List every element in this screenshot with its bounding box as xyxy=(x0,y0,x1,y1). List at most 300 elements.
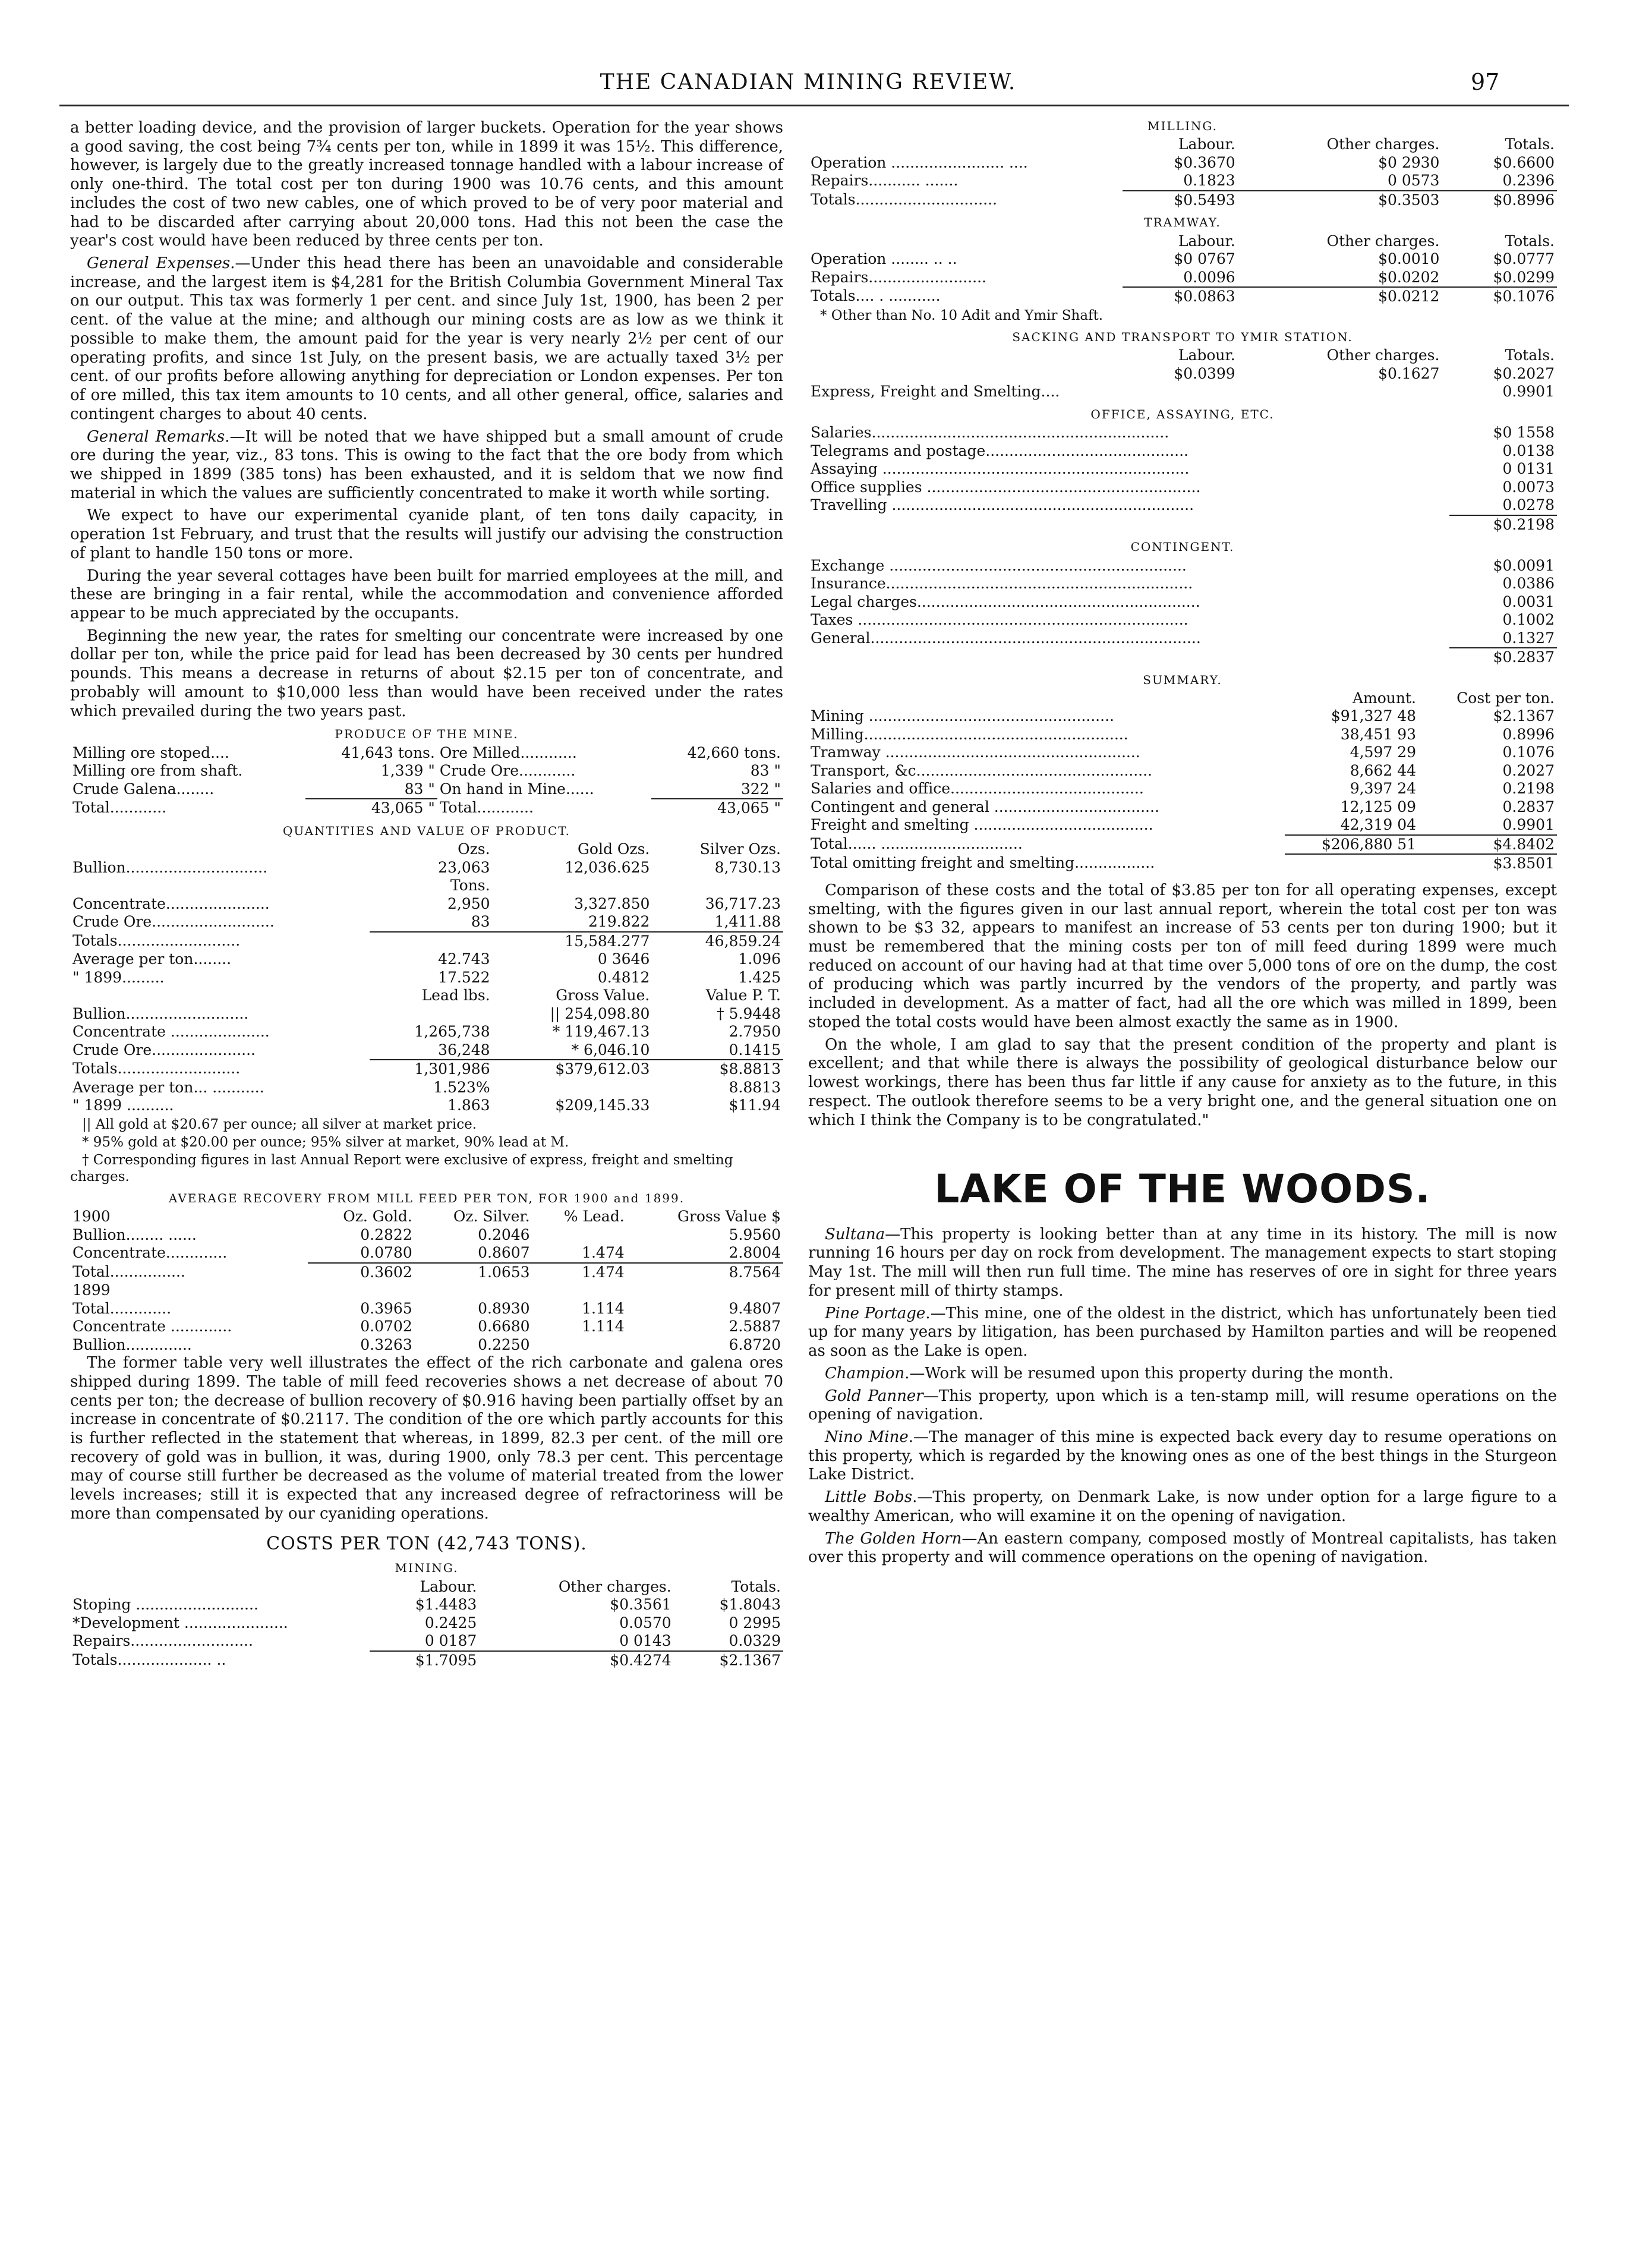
page-number: 97 xyxy=(1471,69,1500,95)
table-row xyxy=(70,1336,783,1354)
table-row xyxy=(70,1226,783,1245)
table-cell: 0.2046 xyxy=(478,1226,530,1243)
table-cell: 2.8004 xyxy=(729,1244,781,1262)
contingent-table-body xyxy=(808,557,1557,667)
mine-description: —This property is looking better than at any time in its history. The mill is now running 16 hours per day on rock from development. The management expects to start stoping May 1st. The mill will then run full time. The mine has reserves of ore in sight for three years for present mill of thirty stamps. xyxy=(808,1225,1557,1300)
table-row xyxy=(808,557,1557,575)
table-row xyxy=(808,707,1557,726)
table-cell: $0.3670 xyxy=(1174,153,1235,171)
table-cell: Crude Ore.......................... xyxy=(72,913,275,931)
milling-table-body xyxy=(808,136,1557,209)
table-row xyxy=(70,1023,783,1041)
footnote: || All gold at $20.67 per ounce; all silver at market price. xyxy=(82,1116,477,1132)
table-cell: Gold Ozs. xyxy=(577,840,650,858)
table-row xyxy=(70,1079,783,1097)
table-cell: $0.2198 xyxy=(1449,515,1557,534)
table-row xyxy=(70,1318,783,1336)
table-cell: Milling ore stoped.... xyxy=(72,744,229,761)
right-column xyxy=(808,119,1557,1571)
table-cell: 0.3263 xyxy=(360,1335,412,1353)
table-title-office: OFFICE, ASSAYING, ETC. xyxy=(1090,407,1275,421)
table-cell: 0.1076 xyxy=(1502,744,1555,761)
table-cell: $0.0399 xyxy=(1174,364,1235,382)
table-header-row xyxy=(70,840,783,859)
table-row xyxy=(808,611,1557,629)
table-cell: 0.2198 xyxy=(1502,780,1555,798)
table-header-row xyxy=(808,346,1557,365)
table-cell: Bullion.............. xyxy=(72,1335,192,1353)
table-cell xyxy=(532,1226,627,1245)
table-cell: 1899 xyxy=(72,1281,111,1299)
table-cell: 0.9901 xyxy=(1502,383,1555,401)
table-cell: *Development ...................... xyxy=(72,1614,288,1631)
table-total-row xyxy=(70,1060,783,1079)
table-cell: $0.1076 xyxy=(1442,287,1557,306)
table-row xyxy=(808,383,1557,401)
table-cell: Total............ xyxy=(72,799,167,817)
tramway-table xyxy=(808,232,1557,306)
table-cell xyxy=(493,877,652,895)
table-row xyxy=(70,895,783,914)
table-cell: 1.474 xyxy=(582,1244,625,1262)
paragraph xyxy=(70,254,783,424)
table-cell: 0.1327 xyxy=(1502,629,1555,647)
table-cell: 1.096 xyxy=(738,950,781,968)
produce-table-body xyxy=(70,744,783,818)
table-cell: 0.2837 xyxy=(1502,798,1555,815)
table-cell: 83 xyxy=(471,913,490,931)
mine-name: Champion xyxy=(825,1364,905,1382)
table-cell: $2.1367 xyxy=(674,1651,783,1670)
table-row xyxy=(70,1596,783,1614)
table-cell: Contingent and general ................................... xyxy=(811,798,1159,815)
mine-item xyxy=(808,1530,1557,1567)
table-row xyxy=(70,744,783,763)
table-cell: 8,662 44 xyxy=(1350,761,1417,779)
table-cell: Salaries and office......................................... xyxy=(811,780,1144,798)
table-header-row xyxy=(70,1208,783,1226)
table-total-row xyxy=(70,799,783,818)
table-cell: Bullion........ ...... xyxy=(72,1226,197,1243)
table-cell xyxy=(808,136,1123,154)
table-total-row xyxy=(808,515,1557,534)
table-cell xyxy=(808,346,1123,365)
table-cell: 0.3602 xyxy=(308,1263,415,1282)
mine-name: Little Bobs xyxy=(825,1488,913,1507)
table-year-row xyxy=(70,1281,783,1300)
table-cell: Cost per ton. xyxy=(1457,689,1555,707)
table-cell xyxy=(627,1281,783,1300)
table-cell: 1.425 xyxy=(738,968,781,986)
mine-item xyxy=(808,1226,1557,1301)
table-cell: Total omitting freight and smelting................. xyxy=(811,854,1155,872)
footnote: * 95% gold at $20.00 per ounce; 95% silver at market, 90% lead at M. xyxy=(82,1134,569,1150)
table-cell: Other charges. xyxy=(1326,232,1440,250)
table-cell xyxy=(1238,383,1442,401)
table-cell: Total............. xyxy=(72,1299,172,1317)
table-cell: Assaying ................................................................. xyxy=(811,460,1190,478)
mine-name: The Golden Horn xyxy=(825,1529,962,1548)
table-cell: Average per ton........ xyxy=(72,950,232,968)
table-cell: $2.1367 xyxy=(1493,707,1555,725)
contingent-table xyxy=(808,557,1557,667)
table-cell: Bullion.......................... xyxy=(72,1004,249,1022)
table-cell: 1.474 xyxy=(532,1263,627,1282)
table-cell: 8,730.13 xyxy=(714,858,781,876)
table-row xyxy=(808,365,1557,383)
sacking-table xyxy=(808,346,1557,401)
table-cell: 1.114 xyxy=(582,1318,625,1335)
table-cell: Totals.... . ........... xyxy=(811,287,941,305)
table-cell: $1.7095 xyxy=(370,1651,479,1670)
table-row xyxy=(808,575,1557,593)
table-cell: $379,612.03 xyxy=(493,1060,652,1079)
table-cell: 83 " xyxy=(750,762,781,780)
table-cell xyxy=(1285,854,1418,873)
table-row xyxy=(808,496,1557,515)
table-cell xyxy=(70,877,370,895)
table-total-row xyxy=(808,191,1557,210)
table-total-row xyxy=(808,648,1557,667)
table-title-sacking: SACKING AND TRANSPORT TO YMIR STATION. xyxy=(1012,329,1353,344)
table-cell: $0.4274 xyxy=(479,1651,673,1670)
table-row xyxy=(70,1614,783,1633)
table-cell: 0.0386 xyxy=(1502,575,1555,592)
table-cell: 9.4807 xyxy=(729,1299,781,1317)
table-cell: Crude Ore............ xyxy=(439,762,576,780)
table-cell: Office supplies .......................................................... xyxy=(811,478,1201,496)
table-cell xyxy=(308,1281,415,1300)
table-cell xyxy=(808,648,1449,667)
table-header-row xyxy=(808,232,1557,251)
quantities-table xyxy=(70,840,783,1115)
table-cell: 0.2425 xyxy=(424,1614,477,1631)
table-row xyxy=(70,1632,783,1651)
section-heading: LAKE OF THE WOODS. xyxy=(934,1166,1431,1212)
table-cell: Repairs......................... xyxy=(811,268,986,286)
table-cell: 0 0187 xyxy=(424,1632,477,1650)
table-cell: 0.1415 xyxy=(729,1041,781,1059)
table-cell: 17.522 xyxy=(438,968,490,986)
table-header-row xyxy=(70,1578,783,1596)
table-cell: 38,451 93 xyxy=(1340,725,1417,743)
table-cell: 0.4812 xyxy=(597,968,650,986)
table-row xyxy=(70,1005,783,1023)
table-cell: Gross Value. xyxy=(556,987,650,1004)
table-cell: Taxes ...................................................................... xyxy=(811,611,1189,628)
mine-name: Gold Panner xyxy=(825,1387,923,1405)
table-cell: $4.8402 xyxy=(1418,835,1557,855)
table-cell: $0.1627 xyxy=(1378,364,1440,382)
table-row xyxy=(70,1097,783,1115)
table-cell: $91,327 48 xyxy=(1331,707,1417,725)
table-cell: 15,584.277 xyxy=(493,932,652,951)
table-cell xyxy=(1123,383,1238,401)
table-cell: 0 2995 xyxy=(729,1614,781,1631)
table-title-recovery: AVERAGE RECOVERY FROM MILL FEED PER TON, FOR 1900 and 1899. xyxy=(168,1190,685,1205)
table-cell: 1900 xyxy=(72,1208,111,1226)
mine-item xyxy=(808,1365,1557,1384)
table-title-tramway: TRAMWAY. xyxy=(1144,215,1221,230)
table-cell: $0.6600 xyxy=(1493,153,1555,171)
table-cell xyxy=(532,1336,627,1354)
table-cell: 23,063 xyxy=(438,858,490,876)
table-cell: 0.2027 xyxy=(1502,761,1555,779)
mine-name: Nino Mine xyxy=(825,1428,909,1446)
table-cell: Totals.................... .. xyxy=(72,1650,226,1668)
table-cell xyxy=(652,877,783,895)
table-cell xyxy=(808,232,1123,251)
table-cell: Transport, &c.................................................. xyxy=(811,761,1152,779)
table-cell: $3.8501 xyxy=(1418,854,1557,873)
produce-table xyxy=(70,744,783,818)
table-cell: 1.0653 xyxy=(415,1263,532,1282)
table-cell: $8.8813 xyxy=(652,1060,783,1079)
mine-description: .—The manager of this mine is expected back every day to resume operations on this property, which is regarded by the knowing ones as one of the best things in the Sturgeon Lake District. xyxy=(808,1428,1557,1484)
table-cell: Totals.......................... xyxy=(72,931,241,949)
table-cell xyxy=(808,515,1449,534)
table-cell: Operation ........ .. .. xyxy=(811,250,957,268)
recovery-table xyxy=(70,1208,783,1354)
mine-name: Sultana xyxy=(825,1225,885,1243)
table-cell xyxy=(370,1005,493,1023)
table-cell: Concentrate...................... xyxy=(72,894,270,912)
mine-description: —This property, upon which is a ten-stamp mill, will resume operations on the opening of navigation. xyxy=(808,1387,1558,1424)
table-header-row xyxy=(808,136,1557,154)
table-cell: 0.0031 xyxy=(1502,593,1555,610)
table-cell: 1,265,738 xyxy=(414,1023,490,1041)
table-cell: 0.6680 xyxy=(478,1318,530,1335)
table-cell: Totals. xyxy=(731,1577,781,1595)
table-row xyxy=(808,442,1557,461)
mine-description: —An eastern company, composed mostly of Montreal capitalists, has taken over this property and will commence operations on the opening of navigation. xyxy=(808,1529,1557,1567)
sacking-table-body xyxy=(808,346,1557,401)
table-cell: Total................ xyxy=(72,1262,185,1280)
table-cell: Labour. xyxy=(1178,136,1235,153)
table-cell: 2.7950 xyxy=(729,1023,781,1041)
table-cell: 0.8930 xyxy=(478,1299,530,1317)
tramway-note: * Other than No. 10 Adit and Ymir Shaft. xyxy=(820,307,1104,323)
table-cell: " 1899 .......... xyxy=(72,1097,174,1114)
table-total-row xyxy=(70,1263,783,1282)
table-row xyxy=(70,950,783,969)
table-cell xyxy=(70,987,370,1005)
table-cell: 36,248 xyxy=(438,1041,490,1059)
table-row xyxy=(70,877,783,895)
table-cell: 43,065 " xyxy=(651,799,783,818)
table-cell: $0.0299 xyxy=(1493,268,1555,286)
table-cell: On hand in Mine...... xyxy=(439,780,594,798)
table-row xyxy=(808,460,1557,478)
table-cell: Crude Galena........ xyxy=(72,780,215,798)
table-cell: Freight and smelting ...................................... xyxy=(811,816,1153,834)
table-cell: || 254,098.80 xyxy=(550,1004,650,1022)
table-row xyxy=(808,798,1557,817)
table-cell xyxy=(493,1079,652,1097)
paragraph: a better loading device, and the provision of larger buckets. Operation for the year shows a good saving, the cost being 7¾ cents per ton, while in 1899 it was 15½. This difference, however, is largely due to the greatly increased tonnage handled with a labour increase of only one-third. The total cost per ton during 1900 was 10.76 cents, and this amount includes the cost of two new cables, one of which proved to be of very poor material and had to be discarded after carrying about 20,000 tons. Had this not been the case the year's cost would have been reduced by three cents per ton. xyxy=(70,119,783,250)
table-cell xyxy=(415,1281,532,1300)
table-cell: 0.8996 xyxy=(1502,725,1555,743)
table-cell: Other charges. xyxy=(1326,136,1440,153)
table-cell: $11.94 xyxy=(729,1097,781,1114)
table-cell: Total............ xyxy=(439,799,534,817)
table-row xyxy=(808,269,1557,288)
table-cell: Bullion.............................. xyxy=(72,858,268,876)
paragraph: During the year several cottages have been built for married employees at the mill, and these are bringing in a fair rental, while the accommodation and convenience afforded appear to be much appreciated by the occupants. xyxy=(70,566,783,622)
footnote: † Corresponding figures in last Annual Report were exclusive of express, freight and smelting charges. xyxy=(70,1152,733,1185)
table-row xyxy=(808,478,1557,497)
table-cell: $0.8996 xyxy=(1442,191,1557,210)
table-cell: Other charges. xyxy=(1326,346,1440,364)
table-cell: Totals. xyxy=(1505,136,1555,153)
table-cell: 0.0138 xyxy=(1502,442,1555,459)
table-cell: $0.5493 xyxy=(1123,191,1238,210)
table-cell: 219.822 xyxy=(588,913,650,931)
table-cell xyxy=(370,932,493,951)
table-row xyxy=(808,172,1557,191)
table-cell: Operation ........................ .... xyxy=(811,153,1028,171)
table-cell: $0.2837 xyxy=(1449,648,1557,667)
left-column xyxy=(70,119,783,1670)
table-cell: 2,950 xyxy=(447,894,490,912)
table-cell: * 6,046.10 xyxy=(571,1041,650,1059)
table-cell: Ozs. xyxy=(458,840,490,858)
table-cell: Oz. Gold. xyxy=(343,1208,412,1226)
table-title-milling: MILLING. xyxy=(1147,119,1218,133)
table-row xyxy=(70,1244,783,1263)
table-cell: Repairs........... ....... xyxy=(811,172,959,190)
table-row xyxy=(808,629,1557,648)
table-row xyxy=(808,726,1557,744)
table-cell: General...................................................................... xyxy=(811,629,1201,647)
table-cell: 1,411.88 xyxy=(714,913,781,931)
table-cell: 1.863 xyxy=(447,1097,490,1114)
table-cell: $0 1558 xyxy=(1493,424,1555,442)
table-row xyxy=(808,816,1557,835)
table-cell: 1,339 " xyxy=(380,762,435,780)
table-cell xyxy=(532,1281,627,1300)
table-row xyxy=(808,154,1557,172)
office-table xyxy=(808,424,1557,534)
table-cell: Other charges. xyxy=(558,1577,672,1595)
table-cell: Amount. xyxy=(1353,689,1417,707)
table-cell: * 119,467.13 xyxy=(552,1023,650,1041)
table-cell: $0.0863 xyxy=(1123,287,1238,306)
table-cell: $0.0010 xyxy=(1378,250,1440,268)
paragraph-lead: General Expenses. xyxy=(87,254,235,273)
table-row xyxy=(808,744,1557,762)
table-cell: 0.0570 xyxy=(619,1614,672,1631)
mine-name: Pine Portage xyxy=(825,1304,926,1322)
table-cell: 43,065 " xyxy=(305,799,437,818)
table-cell: % Lead. xyxy=(563,1208,625,1226)
table-cell: Tons. xyxy=(450,877,490,894)
table-cell: 42,660 tons. xyxy=(687,744,781,761)
mine-item xyxy=(808,1305,1557,1361)
table-cell: Legal charges............................................................ xyxy=(811,593,1200,610)
table-cell: Crude Ore...................... xyxy=(72,1041,256,1059)
table-cell: 8.8813 xyxy=(729,1078,781,1096)
table-cell: Totals.............................. xyxy=(811,190,997,208)
mine-item xyxy=(808,1387,1557,1425)
table-cell: 0 0143 xyxy=(619,1632,672,1650)
table-cell: $0.0091 xyxy=(1493,556,1555,574)
table-cell: 12,036.625 xyxy=(565,858,650,876)
tramway-table-body xyxy=(808,232,1557,306)
table-cell: 0.2822 xyxy=(360,1226,412,1243)
table-cell: Telegrams and postage........................................... xyxy=(811,442,1189,459)
table-cell: 0.0329 xyxy=(729,1632,781,1650)
table-cell: Oz. Silver. xyxy=(453,1208,530,1226)
table-cell: 0.2396 xyxy=(1502,172,1555,190)
mine-item xyxy=(808,1488,1557,1526)
table-cell: $0.3503 xyxy=(1238,191,1442,210)
table-title-quantities: QUANTITIES AND VALUE OF PRODUCT. xyxy=(282,823,571,838)
table-cell: Express, Freight and Smelting.... xyxy=(811,383,1060,401)
table-cell: Silver Ozs. xyxy=(699,840,781,858)
table-cell: Gross Value $ xyxy=(677,1208,781,1226)
table-cell: 0.0780 xyxy=(360,1244,412,1262)
table-cell: 322 " xyxy=(740,780,781,798)
table-row xyxy=(70,762,783,780)
table-cell: Value P. T. xyxy=(705,987,781,1004)
table-cell: 36,717.23 xyxy=(705,894,781,912)
table-cell: $0.3561 xyxy=(610,1596,672,1614)
table-cell: 4,597 29 xyxy=(1350,744,1417,761)
table-cell: Insurance................................................................. xyxy=(811,575,1193,592)
table-cell: $0 0767 xyxy=(1174,250,1235,268)
paragraph xyxy=(70,428,783,503)
table-header-row xyxy=(70,987,783,1005)
table-row xyxy=(808,762,1557,780)
table-row xyxy=(70,859,783,877)
mine-description: .—This mine, one of the oldest in the district, which has unfortunately been tied up for many years by litigation, has been purchased by Hamilton parties and will be reopened as soon as the Lake is open. xyxy=(808,1304,1557,1360)
table-total-row xyxy=(70,1651,783,1670)
table-total-row xyxy=(70,932,783,951)
table-title-contingent: CONTINGENT. xyxy=(1130,540,1235,555)
table-cell: 41,643 tons. xyxy=(341,744,435,761)
office-table-body xyxy=(808,424,1557,534)
table-cell: 5.9560 xyxy=(729,1226,781,1243)
mining-table-body xyxy=(70,1578,783,1670)
table-cell: Stoping .......................... xyxy=(72,1596,258,1614)
table-cell: 0.0073 xyxy=(1502,478,1555,496)
table-cell: 0.1823 xyxy=(1183,172,1235,190)
table-cell xyxy=(70,840,370,859)
paragraph: On the whole, I am glad to say that the present condition of the property and plant is excellent; and that while there is always the possibility of geological disturbance below our lowest workings, there has been thus far little if any cause for anxiety as to the future, in this respect. The outlook therefore seems to be a very bright one, and the general situation one on which I think the Company is to be congratulated." xyxy=(808,1035,1557,1129)
table-cell: " 1899......... xyxy=(72,968,165,986)
table-cell xyxy=(808,365,1123,383)
table-cell: 0.2250 xyxy=(478,1335,530,1353)
table-cell: Milling........................................................ xyxy=(811,725,1128,743)
quantities-notes xyxy=(70,1116,783,1185)
table-cell: Average per ton... ........... xyxy=(72,1078,264,1096)
table-cell: 0.1002 xyxy=(1502,611,1555,628)
table-total-row xyxy=(808,854,1557,873)
paragraph-body: —It will be noted that we have shipped but a small amount of crude ore during the year, viz., 83 tons. This is owing to the fact that the ore body from which we shipped in 1899 (385 tons) has been exhausted, and it is seldom that we now find material in which the values are sufficiently concentrated to make it worth while sorting. xyxy=(70,427,783,502)
table-cell: † 5.9448 xyxy=(717,1004,781,1022)
header-rule xyxy=(59,105,1569,106)
table-cell: $0.0777 xyxy=(1493,250,1555,268)
table-cell: $206,880 51 xyxy=(1285,835,1418,855)
table-cell: 83 " xyxy=(404,780,435,798)
table-cell: 12,125 09 xyxy=(1340,798,1417,815)
table-cell: 0.3965 xyxy=(360,1299,412,1317)
paragraph: Comparison of these costs and the total of $3.85 per ton for all operating expenses, except smelting, with the figures given in our last annual report, wherein the total cost per ton was shown to be $3 32, appears to manifest an increase of 53 cents per ton during 1900; but it must be remembered that the mining costs per ton of mill feed during 1899 were much reduced on account of our having had at that time over 5,000 tons of ore on the dump, the cost of producing which was partly incurred by the vendors of the property, and partly was included in development. As a matter of fact, had all the ore which was milled in 1899, been stoped the total costs would have been almost exactly the same as in 1900. xyxy=(808,881,1557,1031)
table-cell: 0 0131 xyxy=(1502,460,1555,478)
table-cell: 9,397 24 xyxy=(1350,780,1417,798)
table-cell: $0.0212 xyxy=(1238,287,1442,306)
